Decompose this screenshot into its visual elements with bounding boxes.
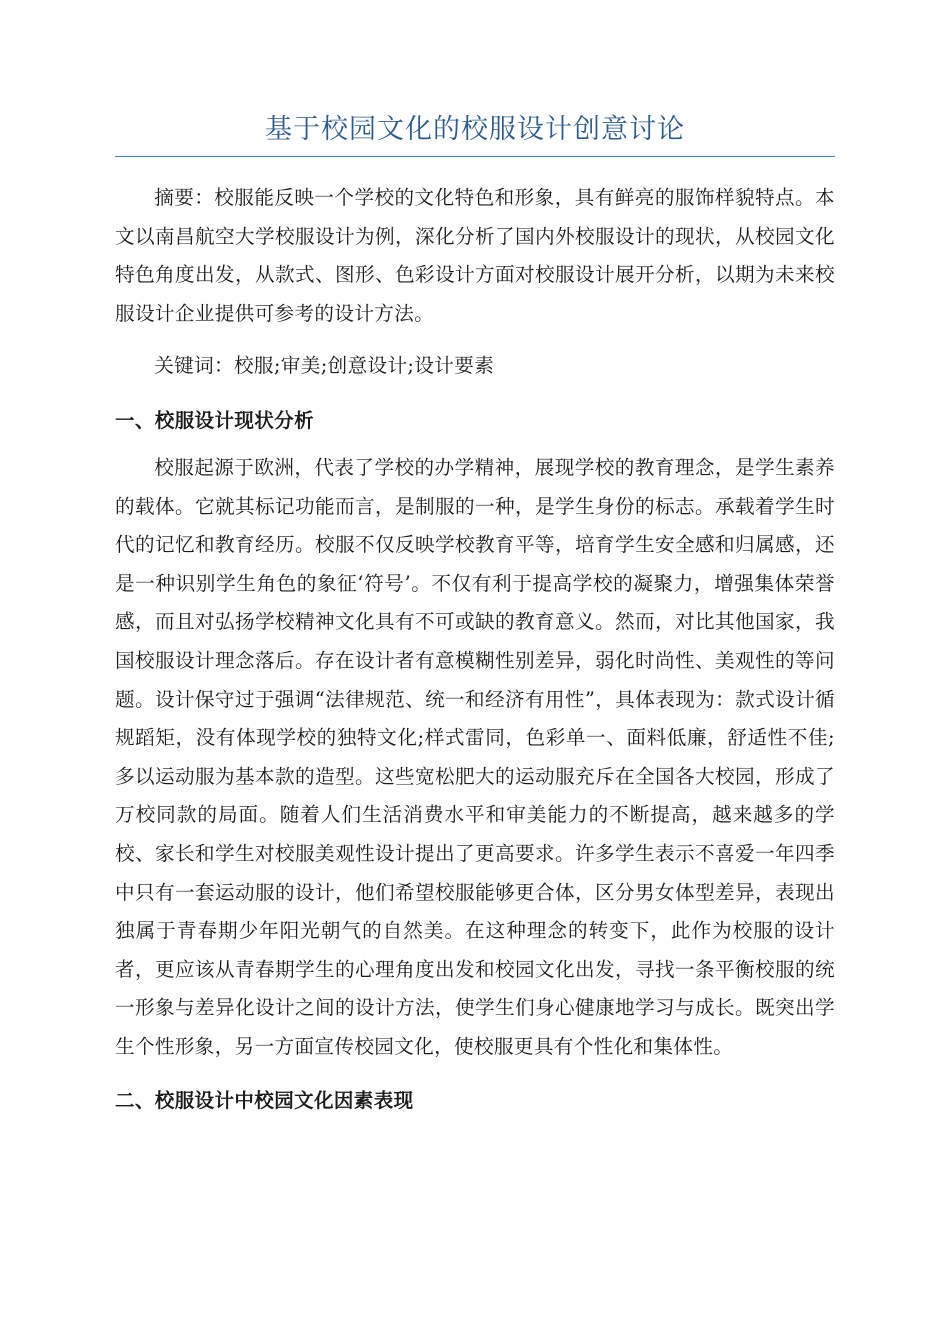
keywords-paragraph: 关键词：校服;审美;创意设计;设计要素 (154, 354, 495, 378)
document-title: 基于校园文化的校服设计创意讨论 (115, 104, 835, 157)
section-heading-1: 一、校服设计现状分析 (115, 408, 315, 432)
section-1-paragraph: 校服起源于欧洲，代表了学校的办学精神，展现学校的教育理念，是学生素养的载体。它就其标记功能而言，是制服的一种，是学生身份的标志。承载着学生时代的记忆和教育经历。校服不仅反映学校教育平等，培育学生安全感和归属感，还是一种识别学生角色的象征‘符号’。不仅有利于提高学校的凝聚力，增强集体荣誉感，而且对弘扬学校精神文化具有不可或缺的教育意义。然而，对比其他国家，我国校服设计理念落后。存在设计者有意模糊性别差异，弱化时尚性、美观性的等问题。设计保守过于强调“法律规范、统一和经济有用性”，具体表现为：款式设计循规蹈矩，没有体现学校的独特文化;样式雷同，色彩单一、面料低廉，舒适性不佳;多以运动服为基本款的造型。这些宽松肥大的运动服充斥在全国各大校园，形成了万校同款的局面。随着人们生活消费水平和审美能力的不断提高，越来越多的学校、家长和学生对校服美观性设计提出了更高要求。许多学生表示不喜爱一年四季中只有一套运动服的设计，他们希望校服能够更合体，区分男女体型差异，表现出独属于青春期少年阳光朝气的自然美。在这种理念的转变下，此作为校服的设计者，更应该从青春期学生的心理角度出发和校园文化出发，寻找一条平衡校服的统一形象与差异化设计之间的设计方法，使学生们身心健康地学习与成长。既突出学生个性形象，另一方面宣传校园文化，使校服更具有个性化和集体性。 (115, 455, 835, 1058)
abstract-paragraph: 摘要：校服能反映一个学校的文化特色和形象，具有鲜亮的服饰样貌特点。本文以南昌航空大学校服设计为例，深化分析了国内外校服设计的现状，从校园文化特色角度出发，从款式、图形、色彩设计方面对校服设计展开分析，以期为未来校服设计企业提供可参考的设计方法。 (115, 186, 835, 325)
section-heading-2: 二、校服设计中校园文化因素表现 (115, 1089, 414, 1113)
document-page (115, 104, 835, 1120)
